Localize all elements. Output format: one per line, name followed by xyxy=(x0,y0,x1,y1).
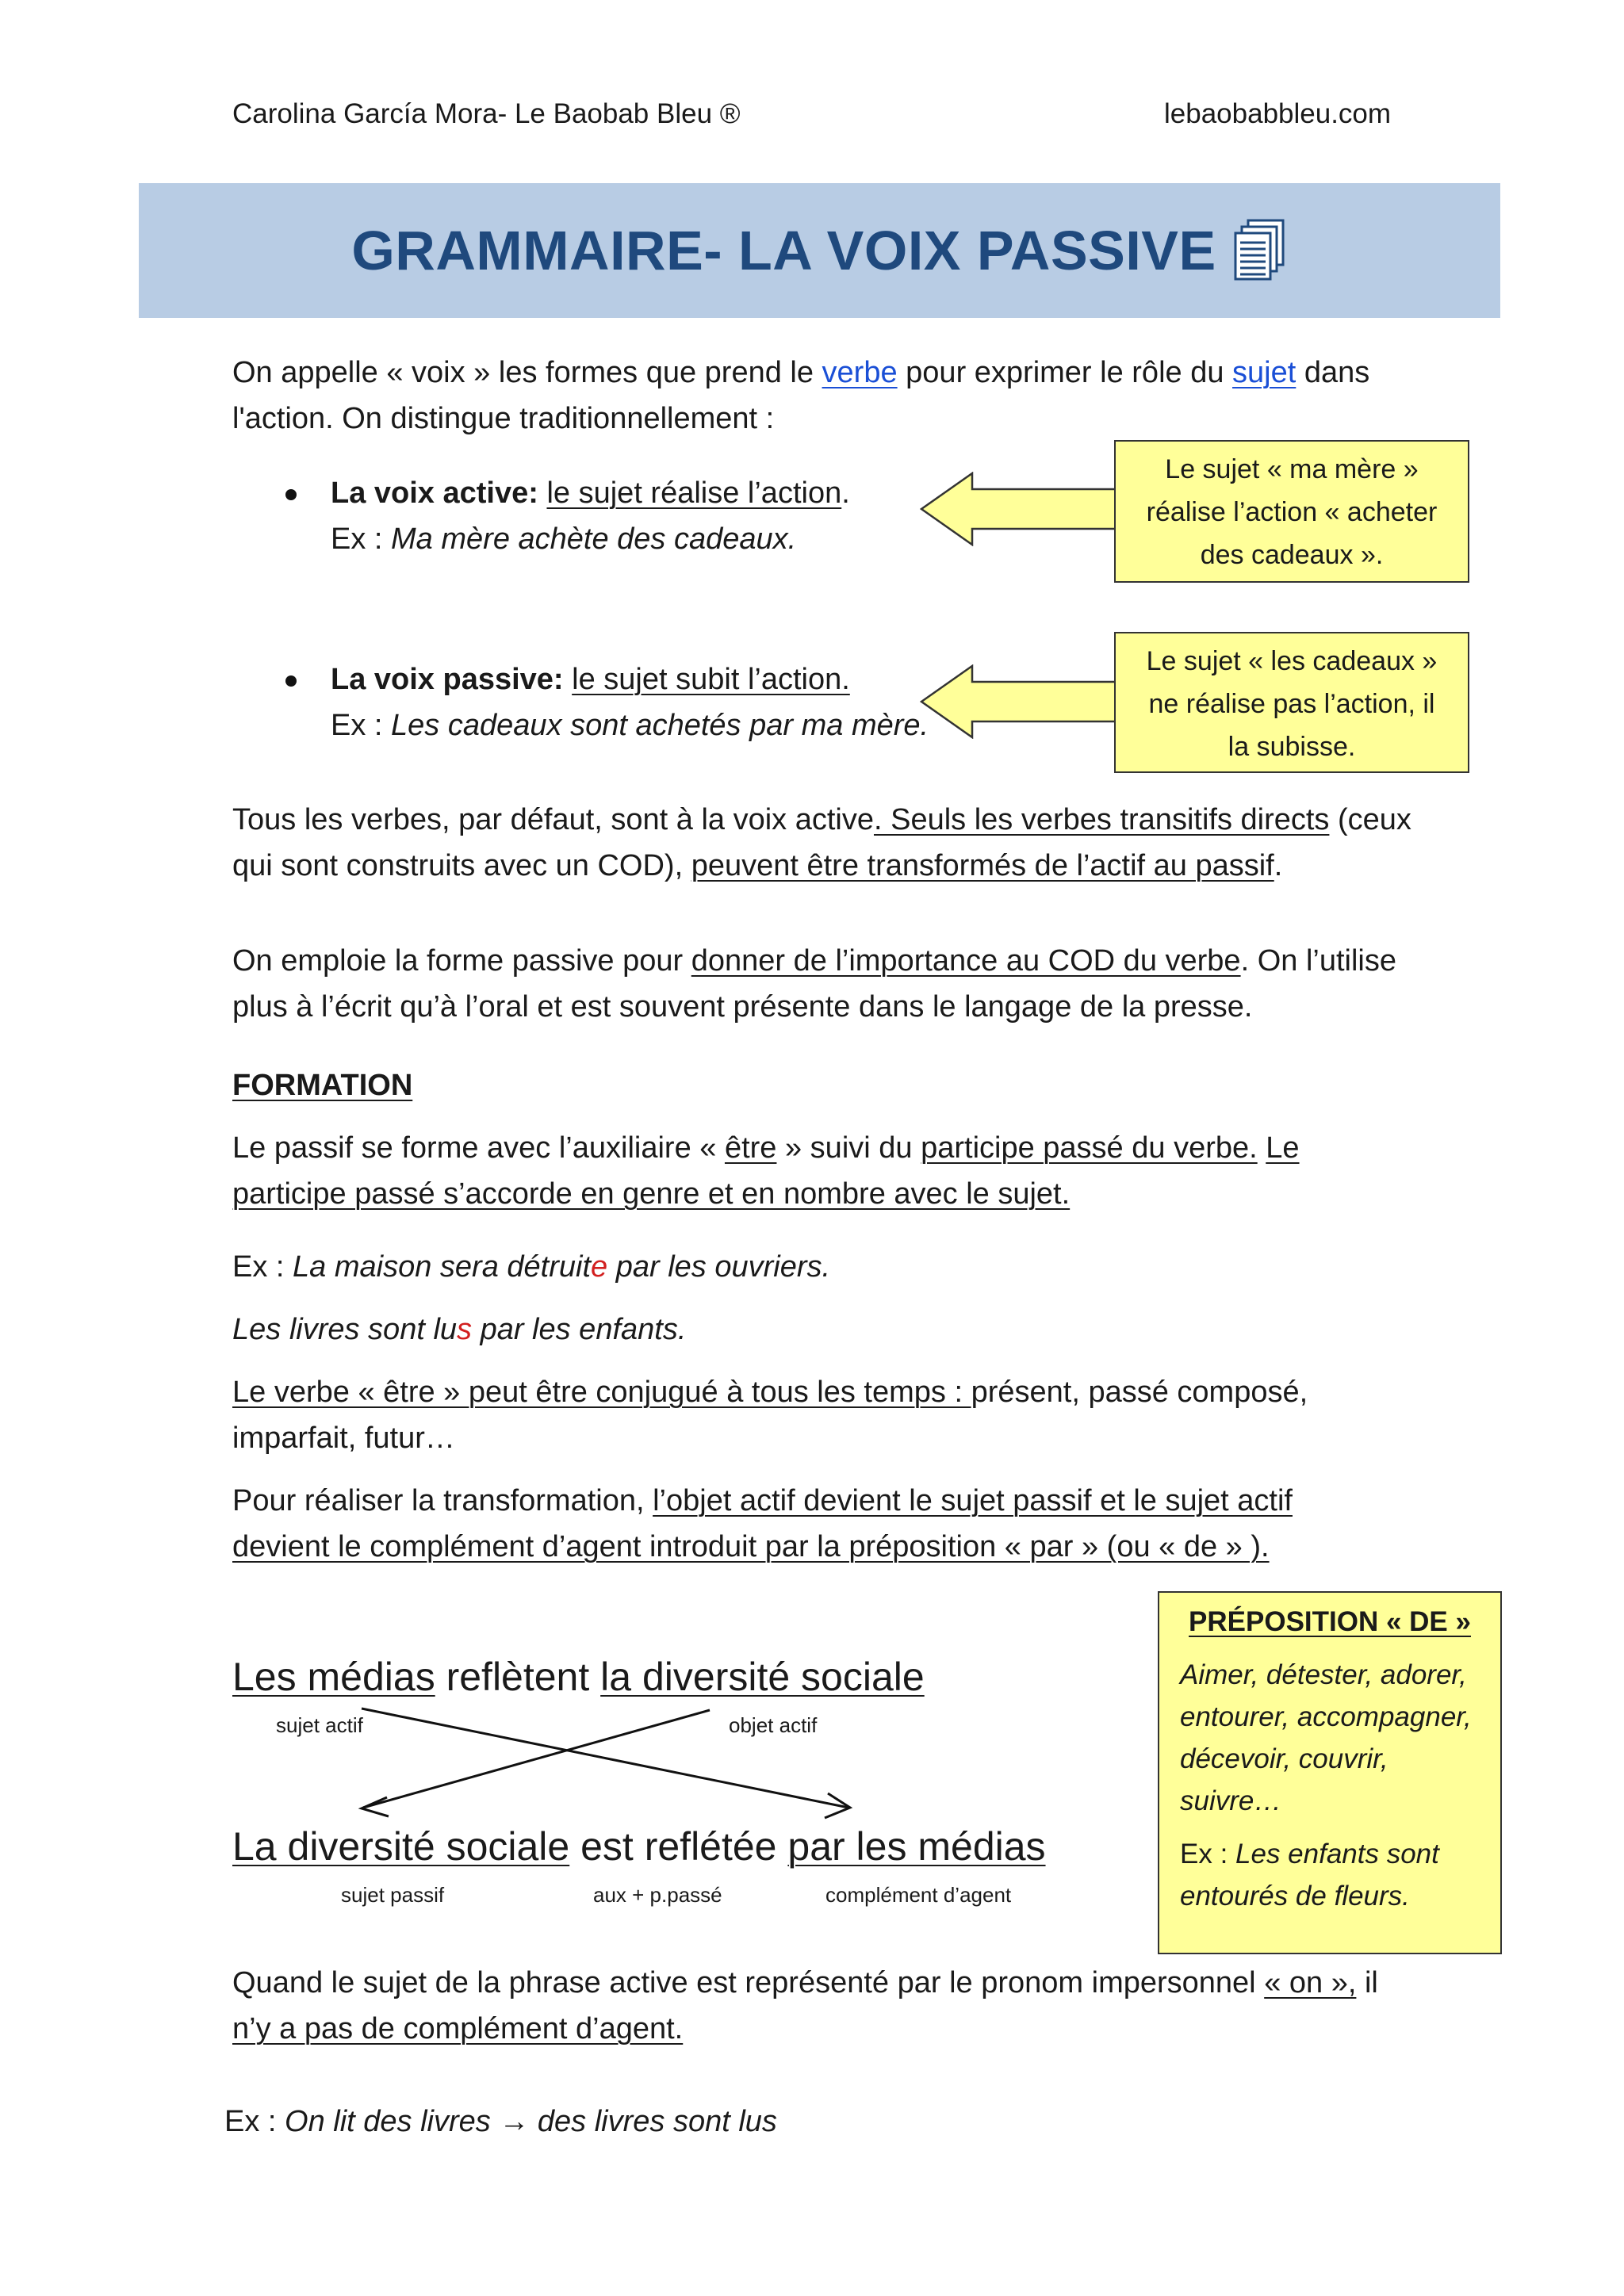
transformation-cross-arrows xyxy=(349,1701,864,1820)
example-2: Les livres sont lus par les enfants. xyxy=(232,1313,687,1346)
bullet-icon xyxy=(285,675,297,687)
right-arrow-icon: → xyxy=(499,2105,530,2138)
formation-heading: FORMATION xyxy=(232,1069,413,1102)
passive-sentence: La diversité sociale est reflétée par les médias xyxy=(232,1824,1046,1869)
active-note: Le sujet « ma mère » réalise l’action « acheter des cadeaux ». xyxy=(1114,440,1469,583)
transformation-paragraph: Pour réaliser la transformation, l’objet actif devient le sujet passif et le sujet actif devient le complément d’agent introduit par la préposition « par » (ou « de » ). xyxy=(232,1484,1293,1563)
passive-voice-item: La voix passive: le sujet subit l’action. Ex : Les cadeaux sont achetés par ma mère. xyxy=(331,663,929,742)
etre-paragraph: Le verbe « être » peut être conjugué à tous les temps : présent, passé composé, imparfait, futur… xyxy=(232,1376,1308,1455)
header-website[interactable]: lebaobabbleu.com xyxy=(1164,98,1392,129)
title-banner xyxy=(139,183,1500,318)
active-sentence: Les médias reflètent la diversité sociale xyxy=(232,1655,925,1699)
formation-paragraph: Le passif se forme avec l’auxiliaire « être » suivi du participe passé du verbe. Le participe passé s’accorde en genre et en nombre avec le sujet. xyxy=(232,1131,1300,1211)
sujet-link[interactable]: sujet xyxy=(1232,356,1297,389)
example-1: Ex : La maison sera détruite par les ouvriers. xyxy=(232,1250,831,1284)
intro-paragraph: On appelle « voix » les formes que prend le verbe pour exprimer le rôle du sujet dans l'action. On distingue traditionnellement : xyxy=(232,356,1370,435)
label-sujet-passif: sujet passif xyxy=(341,1883,445,1907)
preposition-de-box xyxy=(1158,1591,1502,1954)
preposition-example: Ex : Les enfants sont entourés de fleurs. xyxy=(1180,1839,1439,1911)
label-objet-actif: objet actif xyxy=(729,1713,818,1737)
final-example: Ex : On lit des livres → des livres sont lus xyxy=(224,2105,777,2138)
label-aux-ppasse: aux + p.passé xyxy=(593,1883,722,1907)
usage-paragraph: On emploie la forme passive pour donner de l’importance au COD du verbe. On l’utilise plus à l’écrit qu’à l’oral et est souvent présente dans le langage de la presse. xyxy=(232,944,1396,1024)
label-complement-agent: complément d’agent xyxy=(825,1883,1012,1907)
arrow-left-icon xyxy=(920,664,1120,739)
preposition-verbs: Aimer, détester, adorer, entourer, accompagner, décevoir, couvrir, suivre… xyxy=(1180,1659,1472,1816)
transitive-paragraph: Tous les verbes, par défaut, sont à la voix active. Seuls les verbes transitifs directs (ceux qui sont construits avec un COD), peuvent être transformés de l’actif au passif. xyxy=(232,803,1411,882)
active-voice-item: La voix active: le sujet réalise l’action. Ex : Ma mère achète des cadeaux. xyxy=(331,476,850,556)
bullet-icon xyxy=(285,489,297,500)
documents-icon xyxy=(1232,219,1288,282)
label-sujet-actif: sujet actif xyxy=(276,1713,363,1737)
verbe-link[interactable]: verbe xyxy=(822,356,898,389)
preposition-heading: PRÉPOSITION « DE » xyxy=(1189,1606,1471,1637)
on-paragraph: Quand le sujet de la phrase active est représenté par le pronom impersonnel « on », il n’y a pas de complément d’agent. xyxy=(232,1966,1378,2045)
page-title: GRAMMAIRE- LA VOIX PASSIVE xyxy=(351,220,1216,281)
passive-note: Le sujet « les cadeaux » ne réalise pas l’action, il la subisse. xyxy=(1114,632,1469,773)
arrow-left-icon xyxy=(920,472,1120,546)
header-author: Carolina García Mora- Le Baobab Bleu ® xyxy=(232,98,741,129)
